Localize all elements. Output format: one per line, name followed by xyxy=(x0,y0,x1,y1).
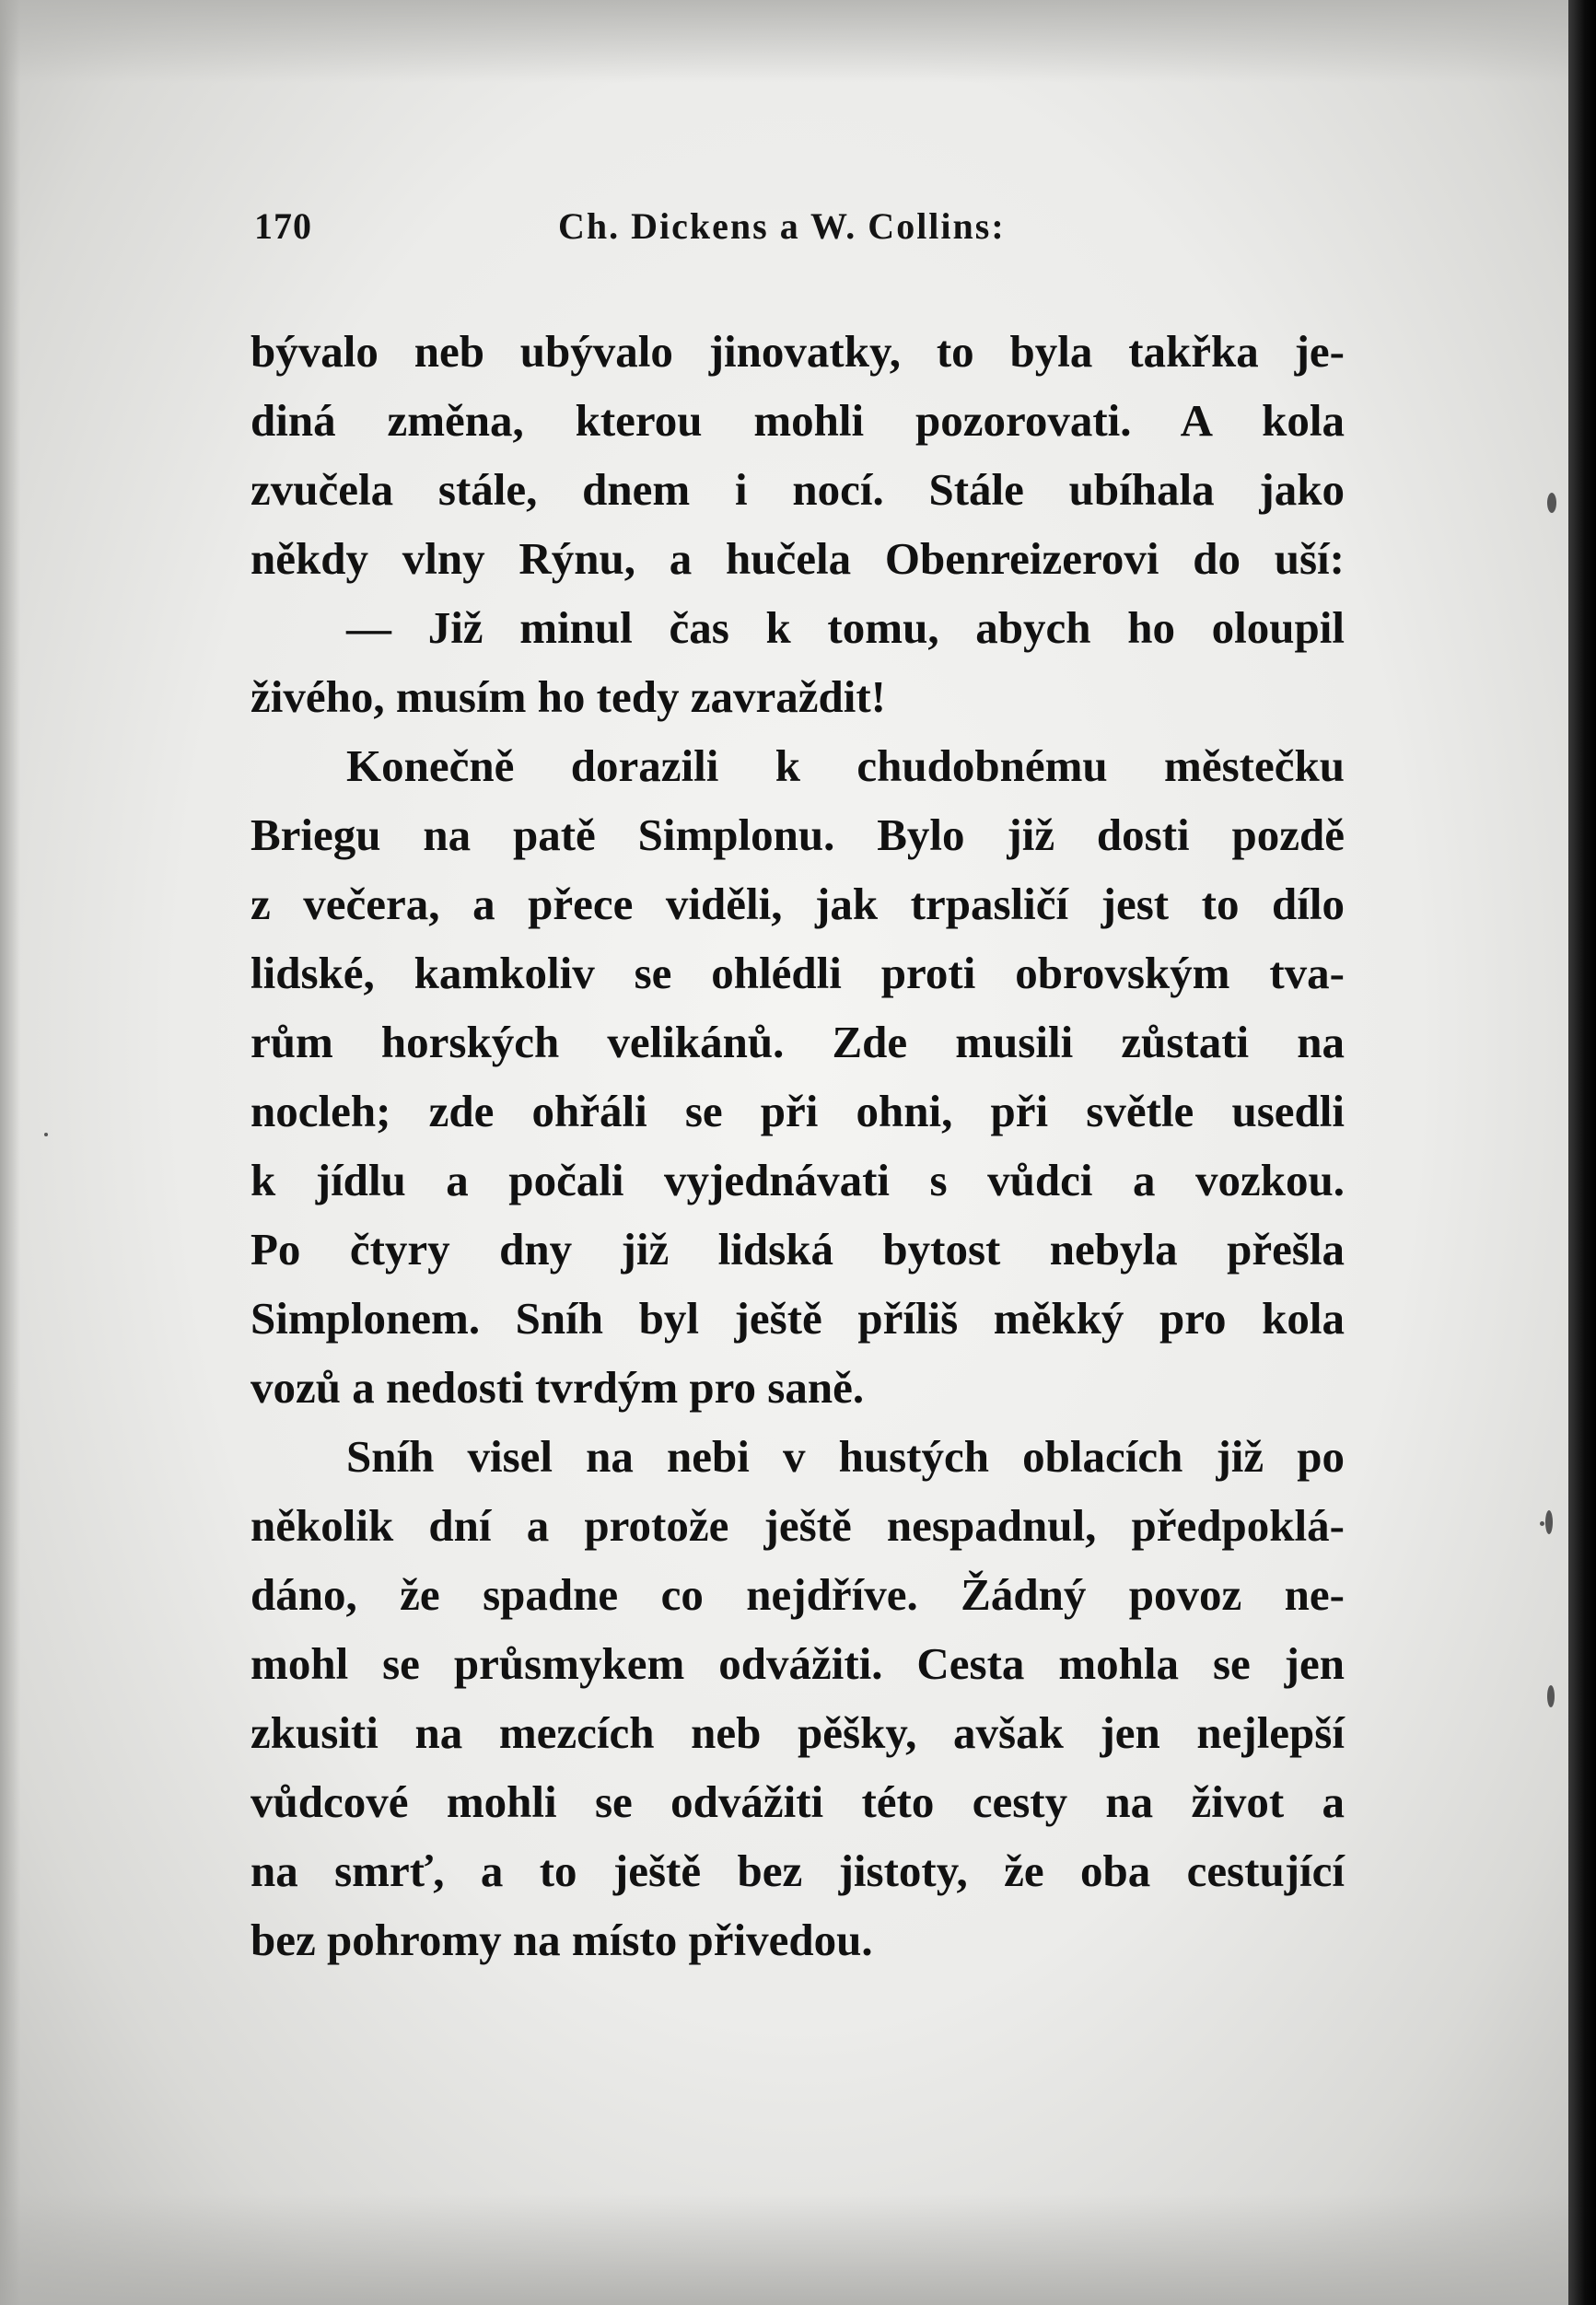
scan-speck xyxy=(1547,493,1556,513)
text-line: na smrť, a to ještě bez jistoty, že oba cestující xyxy=(250,1845,1345,1896)
page-binding-edge xyxy=(1568,0,1596,2305)
text-line: mohl se průsmykem odvážiti. Cesta mohla se jen xyxy=(250,1638,1345,1689)
text-line: Briegu na patě Simplonu. Bylo již dosti pozdě xyxy=(250,809,1345,860)
text-line: nocleh; zde ohřáli se při ohni, při světle usedli xyxy=(250,1086,1345,1136)
text-line: Sníh visel na nebi v hustých oblacích již po xyxy=(346,1431,1345,1482)
text-line: někdy vlny Rýnu, a hučela Obenreizerovi do uší: xyxy=(250,533,1345,584)
scan-speck xyxy=(1540,1521,1544,1526)
text-line: — Již minul čas k tomu, abych ho oloupil xyxy=(346,602,1345,653)
text-line: k jídlu a počali vyjednávati s vůdci a vozkou. xyxy=(250,1155,1345,1205)
text-line: vůdcové mohli se odvážiti této cesty na život a xyxy=(250,1776,1345,1827)
text-line: Konečně dorazili k chudobnému městečku xyxy=(346,740,1345,791)
scan-speck xyxy=(1545,1510,1553,1534)
text-line: diná změna, kterou mohli pozorovati. A kola xyxy=(250,395,1345,446)
text-line: lidské, kamkoliv se ohlédli proti obrovským tva- xyxy=(250,948,1345,998)
page-shadow-top xyxy=(0,0,1596,83)
text-line: živého, musím ho tedy zavraždit! xyxy=(250,671,886,722)
page-shadow-left xyxy=(0,0,20,2305)
scan-speck xyxy=(44,1133,48,1136)
page-header xyxy=(254,204,1341,252)
text-line: Simplonem. Sníh byl ještě příliš měkký pro kola xyxy=(250,1293,1345,1344)
running-head: Ch. Dickens a W. Collins: xyxy=(558,205,1006,247)
text-line: zkusiti na mezcích neb pěšky, avšak jen nejlepší xyxy=(250,1707,1345,1758)
text-line: Po čtyry dny již lidská bytost nebyla přešla xyxy=(250,1224,1345,1275)
text-line: zvučela stále, dnem i nocí. Stále ubíhala jako xyxy=(250,464,1345,515)
text-line: dáno, že spadne co nejdříve. Žádný povoz ne- xyxy=(250,1569,1345,1620)
page-number: 170 xyxy=(254,205,312,247)
body-text xyxy=(250,317,1345,1974)
scan-speck xyxy=(1547,1685,1555,1707)
text-line: bez pohromy na místo přivedou. xyxy=(250,1915,873,1965)
text-line: z večera, a přece viděli, jak trpasličí jest to dílo xyxy=(250,879,1345,929)
page-shadow-bottom xyxy=(0,2194,1596,2305)
text-line: několik dní a protože ještě nespadnul, předpoklá- xyxy=(250,1500,1345,1551)
text-line: bývalo neb ubývalo jinovatky, to byla takřka je- xyxy=(250,326,1345,377)
text-line: vozů a nedosti tvrdým pro saně. xyxy=(250,1362,865,1413)
text-line: rům horských velikánů. Zde musili zůstati na xyxy=(250,1017,1345,1067)
